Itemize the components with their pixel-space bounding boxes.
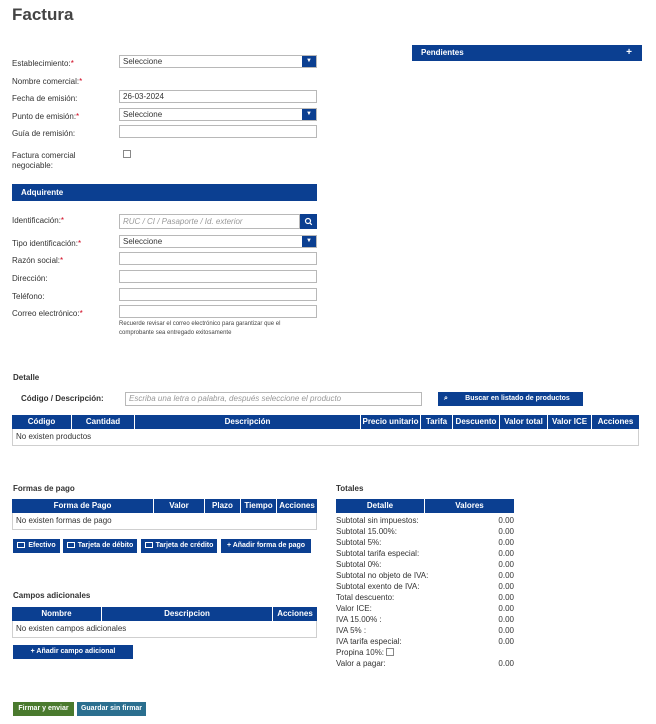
col-tarifa: Tarifa [421,415,453,429]
totales-title: Totales [336,484,364,493]
razon-social-label: Razón social:* [12,256,64,265]
campos-adicionales-table-header [12,607,317,621]
col-tiempo: Tiempo [241,499,277,513]
total-row: Subtotal tarifa especial: 0.00 [336,549,514,558]
total-row: Subtotal 0%: 0.00 [336,560,514,569]
formas-pago-title: Formas de pago [13,484,75,493]
col-plazo: Plazo [205,499,241,513]
col-forma-pago: Forma de Pago [12,499,154,513]
chevron-down-icon: ▼ [302,236,316,247]
col-detalle: Detalle [336,499,425,513]
totales-list [336,515,514,669]
page-title: Factura [12,5,74,24]
punto-emision-select[interactable]: Seleccione ▼ [119,108,317,121]
correo-hint: Recuerde revisar el correo electrónico para garantizar que el comprobante sea entregado exitosamente [119,321,281,336]
pendientes-header[interactable]: Pendientes + [412,45,642,61]
tarjeta-debito-button[interactable]: Tarjeta de débito [63,539,137,553]
valor-pagar-row: Valor a pagar: 0.00 [336,659,514,668]
card-icon [67,542,75,548]
search-icon [300,214,317,229]
plus-icon[interactable]: + [626,47,632,58]
total-row: Total descuento: 0.00 [336,593,514,602]
firmar-enviar-button[interactable]: Firmar y enviar [13,702,74,716]
detalle-title: Detalle [13,373,40,382]
col-cantidad: Cantidad [72,415,135,429]
identificacion-label: Identificación:* [12,216,65,225]
col-valor-total: Valor total [500,415,548,429]
nombre-comercial-label: Nombre comercial:* [12,77,83,86]
anadir-forma-pago-button[interactable]: + Añadir forma de pago [221,539,311,553]
punto-emision-label: Punto de emisión:* [12,112,80,121]
chevron-down-icon: ▼ [302,109,316,120]
fecha-emision-label: Fecha de emisión: [12,94,78,103]
totales-table-header [336,499,514,513]
producto-search-input[interactable]: Escriba una letra o palabra, después seleccione el producto [125,392,422,406]
direccion-field[interactable] [119,270,317,283]
total-row: Subtotal 5%: 0.00 [336,538,514,547]
col-valores: Valores [455,501,484,510]
col-valor: Valor [154,499,205,513]
col-acciones: Acciones [277,609,313,618]
formas-pago-empty-row: No existen formas de pago [12,513,317,530]
total-row: IVA 15.00% : 0.00 [336,615,514,624]
detalle-table-header [12,415,639,429]
total-row: Subtotal sin impuestos: 0.00 [336,516,514,525]
formas-pago-table-header [12,499,317,513]
col-descuento: Descuento [453,415,500,429]
factura-negociable-checkbox[interactable] [123,150,131,158]
tipo-identificacion-select[interactable]: Seleccione ▼ [119,235,317,248]
identificacion-input[interactable]: RUC / CI / Pasaporte / Id. exterior [119,214,300,229]
col-codigo: Código [12,415,72,429]
chevron-down-icon: ▼ [302,56,316,67]
total-row: Subtotal no objeto de IVA: 0.00 [336,571,514,580]
col-descripcion: Descripción [135,415,361,429]
total-row: IVA tarifa especial: 0.00 [336,637,514,646]
col-acciones: Acciones [597,417,634,426]
guia-remision-label: Guía de remisión: [12,129,76,138]
col-nombre: Nombre [12,607,102,621]
establecimiento-label: Establecimiento:* [12,59,74,68]
anadir-campo-adicional-button[interactable]: + Añadir campo adicional [13,645,133,659]
cash-icon [17,542,25,548]
col-valor-ice: Valor ICE [548,415,592,429]
adquirente-header: Adquirente [12,184,317,201]
efectivo-button[interactable]: Efectivo [13,539,60,553]
correo-label: Correo electrónico:* [12,309,83,318]
fecha-emision-field[interactable]: 26-03-2024 [119,90,317,103]
search-button[interactable] [300,214,317,229]
razon-social-field[interactable] [119,252,317,265]
telefono-field[interactable] [119,288,317,301]
guia-remision-field[interactable] [119,125,317,138]
tarjeta-credito-button[interactable]: Tarjeta de crédito [141,539,217,553]
codigo-descripcion-label: Código / Descripción: [21,394,104,403]
correo-field[interactable] [119,305,317,318]
card-icon [145,542,153,548]
total-row: Valor ICE: 0.00 [336,604,514,613]
total-row: Subtotal 15.00%: 0.00 [336,527,514,536]
campos-adicionales-title: Campos adicionales [13,591,91,600]
tipo-identificacion-label: Tipo identificación:* [12,239,82,248]
propina-row: Propina 10%: [336,647,514,658]
col-descripcion: Descripcion [102,607,273,621]
detalle-empty-row: No existen productos [12,429,639,446]
direccion-label: Dirección: [12,274,48,283]
factura-negociable-label: Factura comercial negociable: [12,151,76,170]
col-acciones: Acciones [279,501,315,510]
telefono-label: Teléfono: [12,292,45,301]
total-row: IVA 5% : 0.00 [336,626,514,635]
campos-adicionales-empty-row: No existen campos adicionales [12,621,317,638]
buscar-productos-button[interactable]: ⌕ Buscar en listado de productos [438,392,583,406]
col-precio-unitario: Precio unitario [361,415,421,429]
total-row: Subtotal exento de IVA: 0.00 [336,582,514,591]
guardar-sin-firmar-button[interactable]: Guardar sin firmar [77,702,146,716]
establecimiento-select[interactable]: Seleccione ▼ [119,55,317,68]
search-icon: ⌕ [444,395,448,402]
propina-checkbox[interactable] [386,648,394,656]
